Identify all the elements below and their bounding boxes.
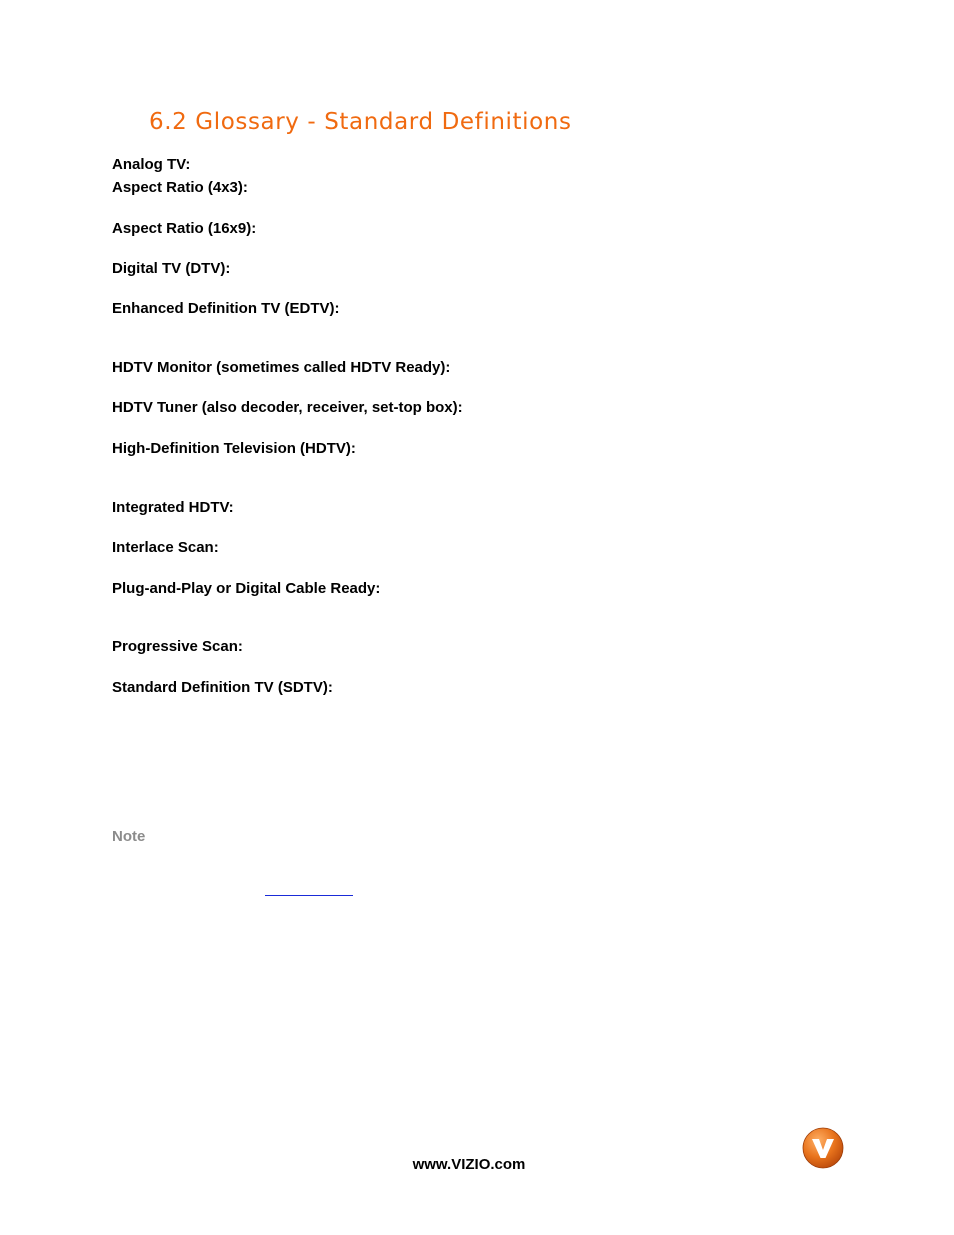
footer-website: www.VIZIO.com (412, 1156, 526, 1173)
section-heading: 6.2 Glossary - Standard Definitions (149, 109, 572, 135)
glossary-term-analog-tv: Analog TV: (112, 156, 191, 173)
glossary-term-hdtv-tuner: HDTV Tuner (also decoder, receiver, set-top box): (112, 399, 463, 416)
hyperlink-underline[interactable] (265, 895, 353, 896)
glossary-term-hdtv-monitor: HDTV Monitor (sometimes called HDTV Ready): (112, 359, 451, 376)
glossary-term-interlace-scan: Interlace Scan: (112, 539, 219, 556)
glossary-term-edtv: Enhanced Definition TV (EDTV): (112, 300, 340, 317)
glossary-term-sdtv: Standard Definition TV (SDTV): (112, 679, 333, 696)
note-label: Note (112, 828, 146, 845)
glossary-term-aspect-ratio-4x3: Aspect Ratio (4x3): (112, 179, 248, 196)
glossary-term-integrated-hdtv: Integrated HDTV: (112, 499, 234, 516)
glossary-term-hdtv: High-Definition Television (HDTV): (112, 440, 356, 457)
vizio-v-logo-icon (802, 1127, 844, 1169)
glossary-term-plug-and-play: Plug-and-Play or Digital Cable Ready: (112, 580, 381, 597)
glossary-term-aspect-ratio-16x9: Aspect Ratio (16x9): (112, 220, 257, 237)
glossary-term-progressive-scan: Progressive Scan: (112, 638, 243, 655)
glossary-term-dtv: Digital TV (DTV): (112, 260, 231, 277)
